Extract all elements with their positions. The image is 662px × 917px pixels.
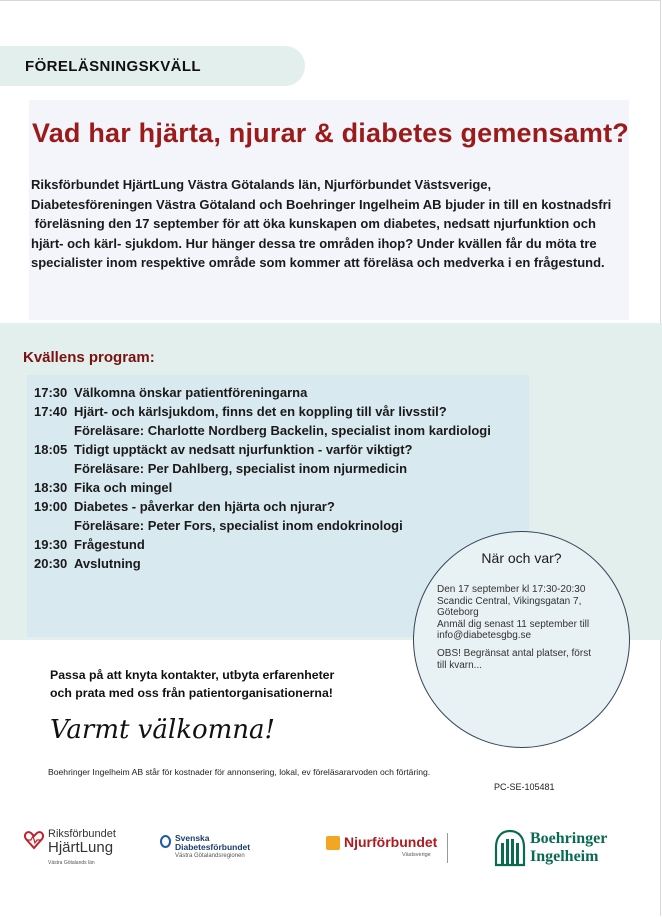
- schedule-row: [34, 404, 447, 419]
- schedule-row: [34, 556, 141, 571]
- network-line: Passa på att knyta kontakter, utbyta erfarenheter: [50, 668, 335, 682]
- hjartlung-line3: Västra Götalands län: [48, 860, 95, 866]
- header-label: FÖRELÄSNINGSKVÄLL: [25, 58, 201, 75]
- schedule-text: Välkomna önskar patientföreningarna: [74, 385, 308, 400]
- intro-box: [29, 100, 629, 320]
- ring-icon: [160, 835, 171, 848]
- boehringer-line2: Ingelheim: [530, 848, 599, 865]
- intro-line: specialister inom respektive område som kommer att föreläsa och medverka i en frågestund.: [31, 255, 605, 271]
- document-code: PC-SE-105481: [494, 782, 555, 792]
- diabetesforbundet-logo: [160, 832, 275, 862]
- schedule-time: 18:05: [34, 442, 68, 457]
- page-title: Vad har hjärta, njurar & diabetes gemensamt?: [32, 118, 629, 148]
- building-icon: [494, 829, 526, 867]
- when-where-info: [437, 584, 615, 642]
- note-line: till kvarn...: [437, 659, 483, 671]
- schedule-row: [34, 385, 307, 400]
- schedule-row: [34, 537, 145, 552]
- info-line: Anmäl dig senast 11 september till: [437, 618, 590, 630]
- schedule-speaker: Föreläsare: Per Dahlberg, specialist inom njurmedicin: [74, 461, 408, 476]
- intro-line: hjärt- och kärl- sjukdom. Hur hänger dessa tre områden ihop? Under kvällen får du möta tre: [31, 235, 597, 251]
- schedule-row: [34, 480, 172, 495]
- network-text: [50, 666, 380, 702]
- schedule-speaker: Föreläsare: Charlotte Nordberg Backelin, specialist inom kardiologi: [74, 423, 491, 438]
- schedule-time: 20:30: [34, 556, 68, 571]
- network-line: och prata med oss från patientorganisationerna!: [50, 686, 333, 700]
- schedule-text: Diabetes - påverkar den hjärta och njurar?: [74, 499, 335, 514]
- schedule-text: Avslutning: [74, 556, 141, 571]
- info-line: Göteborg: [437, 607, 479, 618]
- schedule-text: Tidigt upptäckt av nedsatt njurfunktion - varför viktigt?: [74, 442, 413, 457]
- welcome-text: Varmt välkomna!: [50, 715, 275, 745]
- schedule-time: 17:30: [34, 385, 68, 400]
- when-where-circle: [413, 531, 630, 748]
- schedule-row: [34, 499, 335, 514]
- when-where-title: När och var?: [481, 550, 562, 566]
- boehringer-logo: [494, 827, 619, 869]
- schedule-text: Frågestund: [74, 537, 145, 552]
- note-line: OBS! Begränsat antal platser, först: [437, 648, 591, 659]
- email-address: info@diabetesgbg.se: [437, 630, 532, 641]
- logo-divider: [447, 833, 448, 863]
- info-line: Den 17 september kl 17:30-20:30: [437, 584, 586, 595]
- hjartlung-line2: HjärtLung: [48, 839, 114, 856]
- heart-icon: [24, 830, 44, 850]
- hjartlung-logo: [24, 826, 134, 872]
- cost-disclaimer: Boehringer Ingelheim AB står för kostnader för annonsering, lokal, ev föreläsararvoden och förtäring.: [48, 767, 431, 777]
- schedule-text: Fika och mingel: [74, 480, 173, 495]
- intro-text: [31, 175, 627, 273]
- schedule-row: [34, 442, 413, 457]
- diabetes-line3: Västra Götalandsregionen: [175, 853, 245, 859]
- schedule-time: 19:00: [34, 499, 68, 514]
- njur-line2: Västsverige: [402, 852, 431, 858]
- schedule-text: Hjärt- och kärlsjukdom, finns det en koppling till vår livsstil?: [74, 404, 447, 419]
- intro-line: Riksförbundet HjärtLung Västra Götalands län, Njurförbundet Västsverige,: [31, 177, 492, 192]
- boehringer-line1: Boehringer: [530, 830, 608, 847]
- intro-line: föreläsning den 17 september för att öka kunskapen om diabetes, nedsatt njurfunktion och: [31, 216, 596, 232]
- program-heading: Kvällens program:: [23, 349, 155, 366]
- schedule-speaker: Föreläsare: Peter Fors, specialist inom endokrinologi: [74, 518, 403, 533]
- intro-line: Diabetesföreningen Västra Götaland och Boehringer Ingelheim AB bjuder in till en kostnadsfri: [31, 196, 612, 212]
- info-line: Scandic Central, Vikingsgatan 7,: [437, 595, 582, 607]
- kidney-icon: [326, 836, 340, 850]
- njur-line1: Njurförbundet: [344, 834, 438, 850]
- schedule-time: 17:40: [34, 404, 68, 419]
- header-band: [0, 46, 305, 86]
- diabetes-line1: Svenska: [175, 833, 210, 843]
- schedule-time: 19:30: [34, 537, 68, 552]
- when-where-note: [437, 648, 615, 671]
- schedule-time: 18:30: [34, 480, 68, 495]
- njurforbundet-logo: [326, 833, 451, 865]
- hjartlung-line1: Riksförbundet: [48, 828, 116, 840]
- diabetes-line2: Diabetesförbundet: [175, 842, 251, 852]
